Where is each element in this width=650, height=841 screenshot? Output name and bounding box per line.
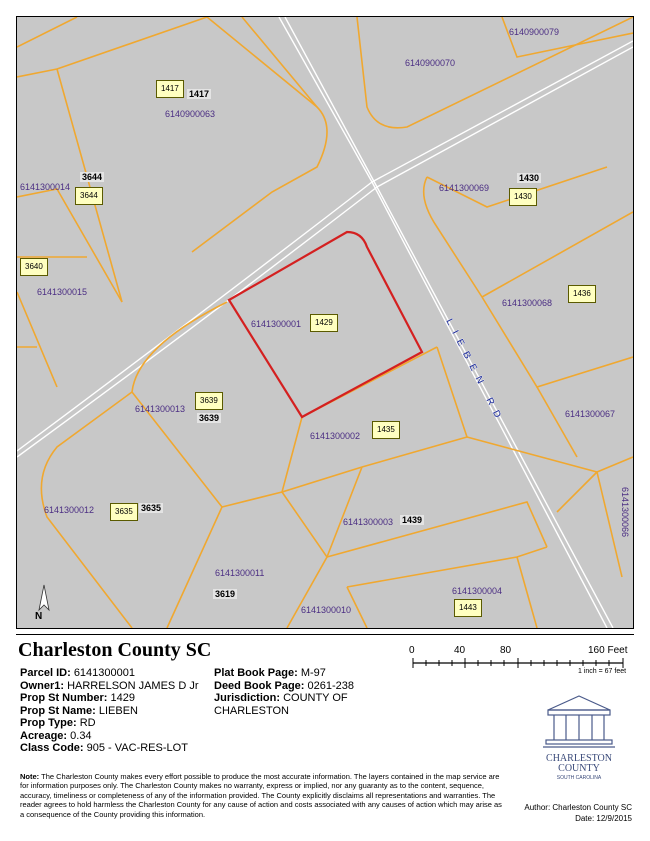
logo-line2: COUNTY	[558, 763, 600, 774]
parcel-id-label[interactable]: 6141300015	[37, 287, 88, 297]
info-row: CHARLESTON	[214, 704, 289, 717]
parcel-id-label[interactable]: 6141300069	[439, 183, 490, 193]
info-row: Jurisdiction: COUNTY OF	[214, 692, 348, 704]
parcel-id-label[interactable]: 6141300067	[565, 409, 616, 419]
courthouse-icon	[538, 690, 620, 780]
info-row: Acreage: 0.34	[20, 729, 92, 742]
header-rule	[16, 634, 634, 635]
author-line: Author: Charleston County SC	[524, 803, 632, 812]
address-box: 3644	[75, 187, 103, 205]
address-label: 3619	[215, 589, 236, 599]
logo-line3: SOUTH CAROLINA	[556, 775, 602, 780]
page-title: Charleston County SC	[18, 639, 212, 661]
parcel-info-left	[20, 667, 199, 755]
parcel-id-label[interactable]: 6141300012	[44, 505, 95, 515]
info-row: Prop Type: RD	[20, 717, 96, 729]
disclaimer: Note: The Charleston County makes every effort possible to produce the most accurate information. The layers contained in the map service are for information purposes only. The Charleston County makes no warranty, express or implied, nor any guaranty as to the content, sequence, accuracy, timeliness or completeness of any of the information provided. The County explicitly disclaims all representations and warranties. The reader agrees to hold harmless the Charleston County for any cause of action and costs associated with any causes of action which may arise as a consequence of the County providing this information.	[20, 772, 502, 819]
info-row: Plat Book Page: M-97	[214, 667, 326, 679]
info-row: Parcel ID: 6141300001	[20, 667, 135, 679]
scale-ratio: 1 inch = 67 feet	[578, 668, 627, 675]
address-box: 1417	[156, 80, 184, 98]
author-block	[510, 802, 632, 824]
info-row: Prop St Name: LIEBEN	[20, 704, 138, 717]
info-row: Deed Book Page: 0261-238	[214, 679, 355, 692]
parcel-id-label[interactable]: 6141300066	[620, 487, 630, 538]
parcel-id-label[interactable]: 6141300004	[452, 586, 503, 596]
parcel-id-label[interactable]: 6141300001	[251, 319, 302, 329]
address-box: 3635	[110, 503, 138, 521]
address-label: 1439	[402, 515, 423, 525]
scale-bar	[409, 645, 632, 685]
address-box: 1443	[454, 599, 482, 617]
parcel-id-label[interactable]: 6140900063	[165, 109, 216, 119]
parcel-id-label[interactable]: 6141300068	[502, 298, 553, 308]
north-label: N	[35, 611, 43, 622]
parcel-id-label[interactable]: 6141300003	[343, 517, 394, 527]
parcel-id-label[interactable]: 6141300014	[20, 182, 71, 192]
parcel-id-label[interactable]: 6141300011	[215, 568, 265, 578]
parcel-id-label[interactable]: 6140900070	[405, 58, 456, 68]
scale-tick-label: 0	[409, 645, 415, 656]
county-logo	[538, 690, 620, 780]
info-row: Class Code: 905 - VAC-RES-LOT	[20, 742, 188, 754]
address-box: 3640	[20, 258, 48, 276]
parcel-info-mid	[214, 667, 354, 717]
address-box: 1435	[372, 421, 400, 439]
north-arrow-icon	[39, 585, 49, 610]
road-label-lieben-rd: LIEBEN RD	[443, 317, 507, 427]
address-box: 3639	[195, 392, 223, 410]
parcel-id-label[interactable]: 6141300010	[301, 605, 352, 615]
scale-tick-label: 80	[500, 645, 512, 656]
address-label: 1430	[519, 173, 540, 183]
address-box: 1429	[310, 314, 338, 332]
address-box: 1430	[509, 188, 537, 206]
parcel-id-label[interactable]: 6140900079	[509, 27, 560, 37]
scale-tick-label: 40	[454, 645, 466, 656]
parcel-id-label[interactable]: 6141300013	[135, 404, 186, 414]
parcel-map[interactable]	[16, 16, 634, 629]
date-line: Date: 12/9/2015	[575, 814, 632, 823]
address-label: 1417	[189, 89, 210, 99]
info-row: Prop St Number: 1429	[20, 692, 135, 704]
address-box: 1436	[568, 285, 596, 303]
info-row: Owner1: HARRELSON JAMES D Jr	[20, 679, 199, 692]
logo-line1: CHARLESTON	[546, 753, 612, 764]
parcel-id-label[interactable]: 6141300002	[310, 431, 361, 441]
scale-tick-label: 160 Feet	[588, 645, 628, 656]
address-label: 3644	[82, 172, 103, 182]
address-label: 3635	[141, 503, 162, 513]
address-label: 3639	[199, 413, 220, 423]
